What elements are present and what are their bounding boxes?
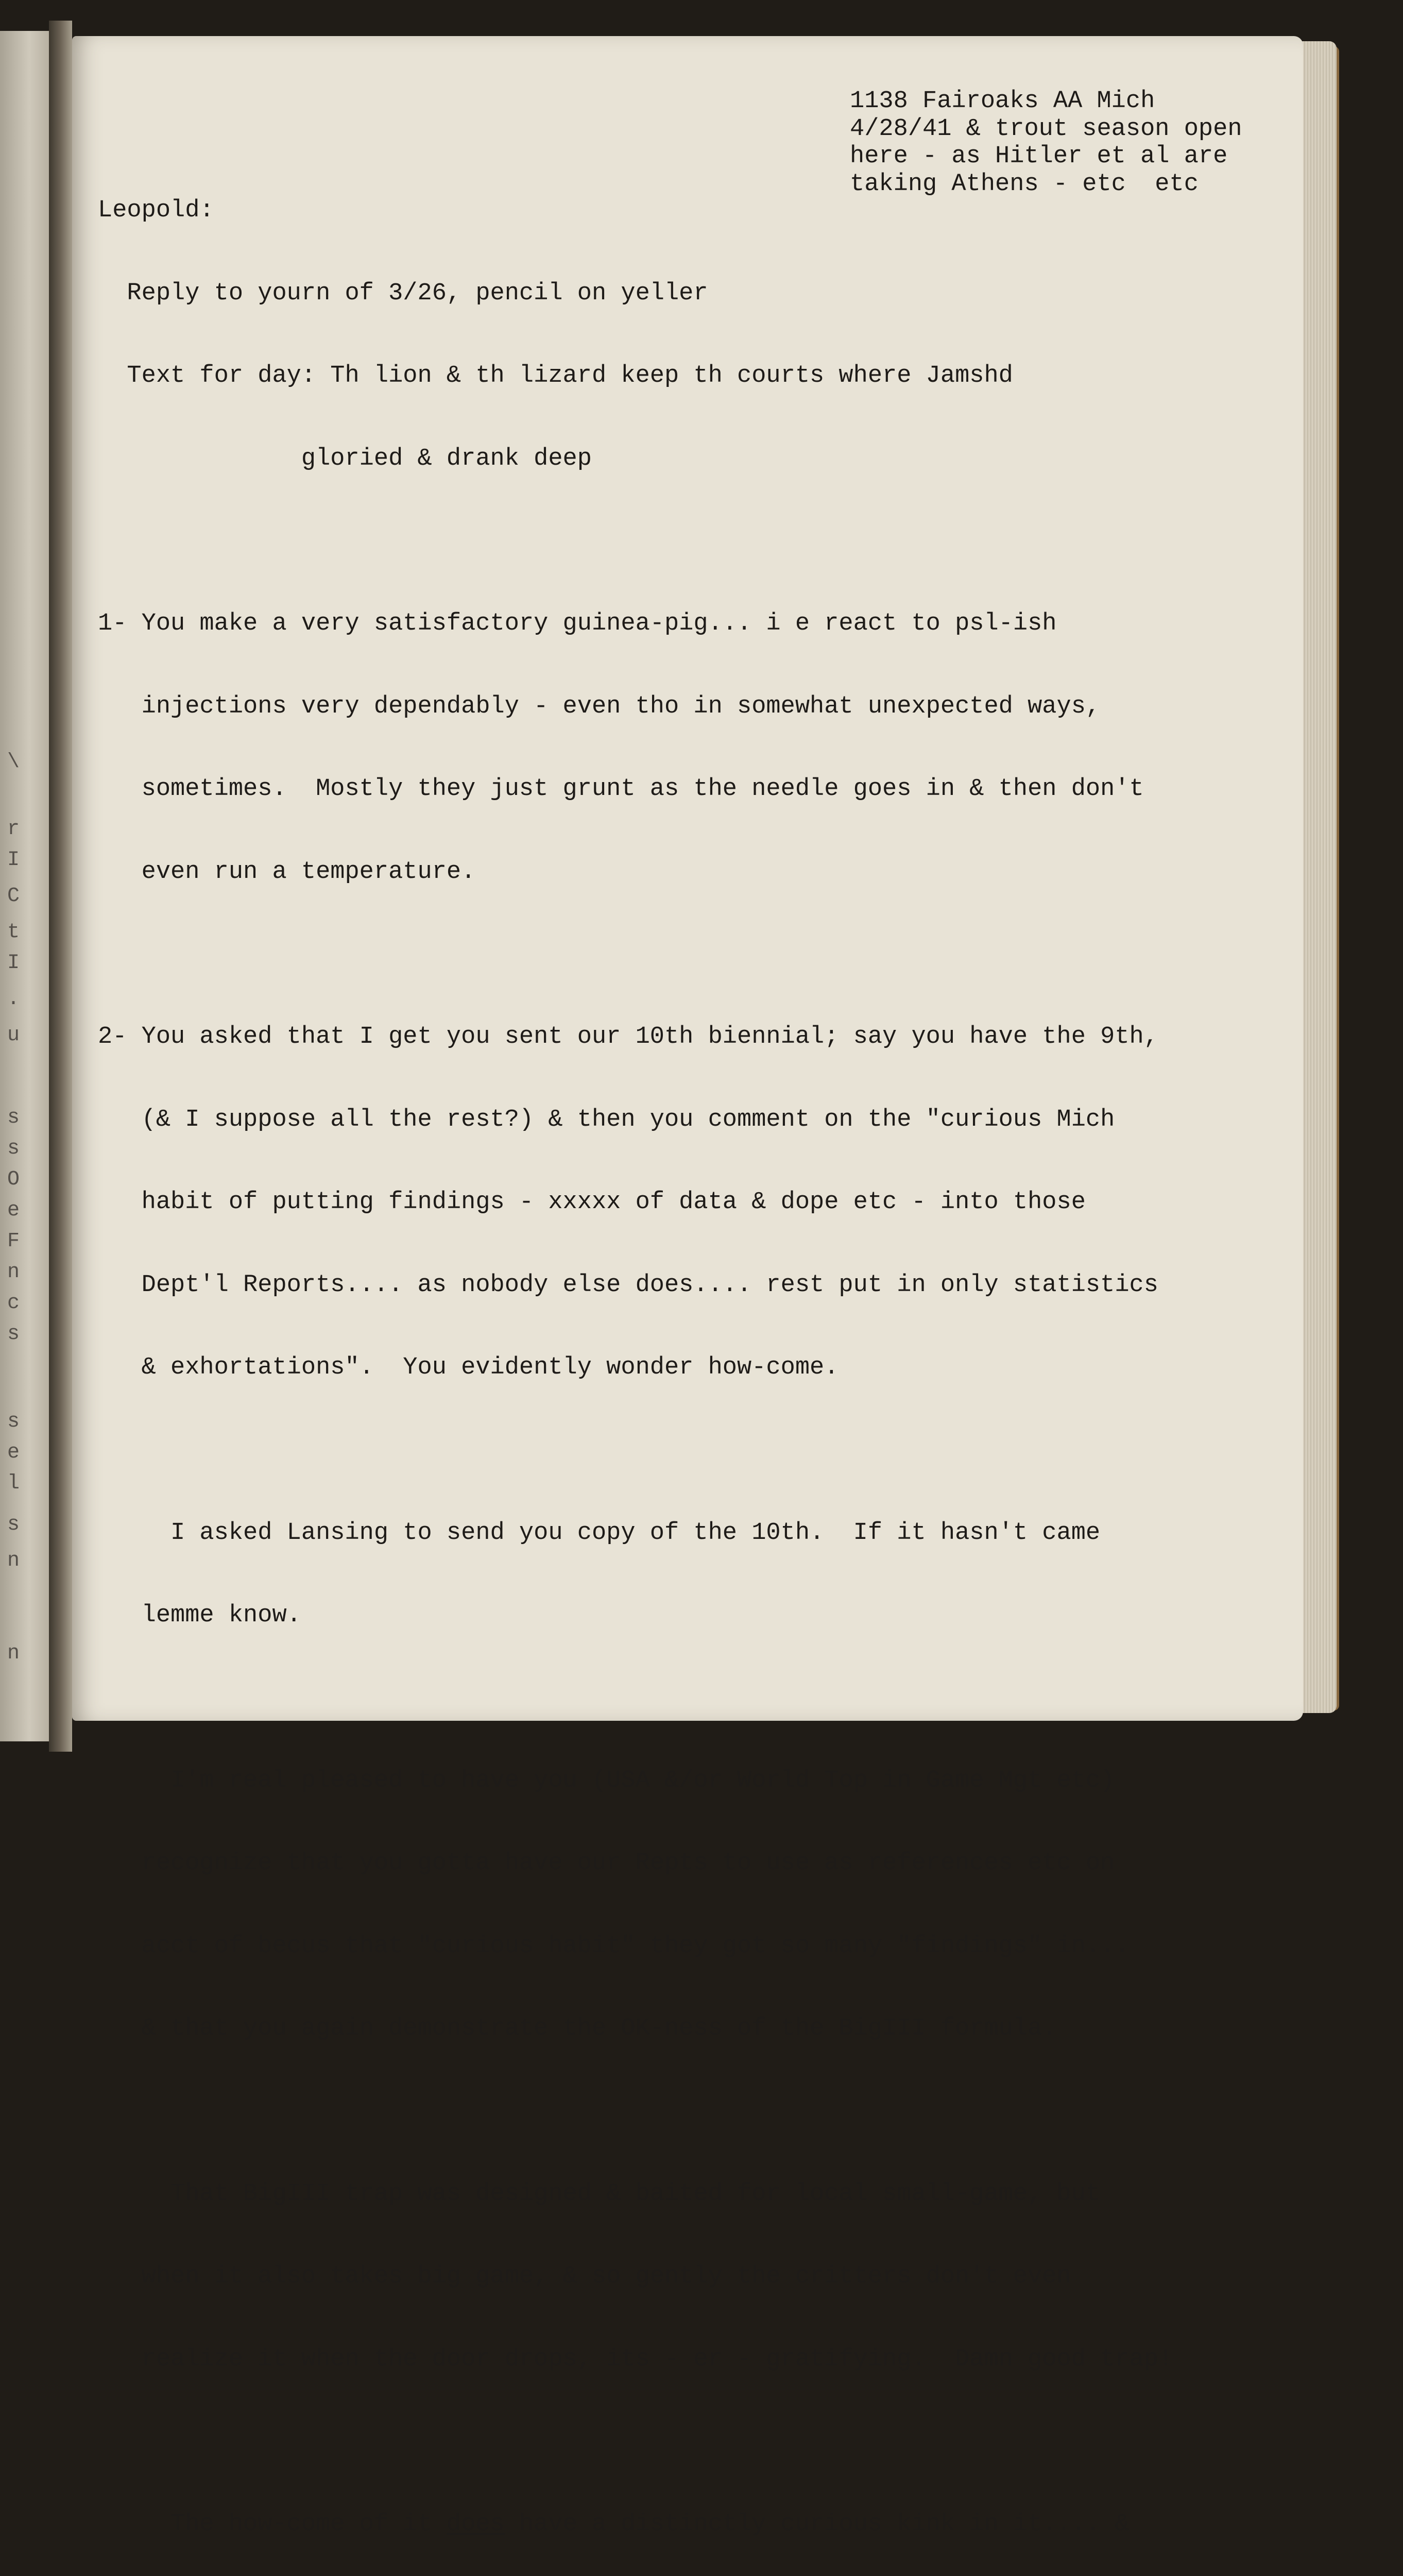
- left-page-mark: e: [7, 1199, 20, 1222]
- howcome-post: have a distinctly curious kink in it.... &: [504, 2511, 1130, 2538]
- howcome-pre: The how-come of it: [98, 2511, 447, 2538]
- left-page-mark: n: [7, 1261, 20, 1284]
- item-1-line: 1- You make a very satisfactory guinea-pig... i e react to psl-ish: [98, 610, 1057, 637]
- left-page-mark: n: [7, 1642, 20, 1665]
- item-2-line: & exhortations". You evidently wonder how-come.: [98, 1354, 839, 1381]
- left-page-mark: s: [7, 1106, 20, 1129]
- left-page-mark: s: [7, 1410, 20, 1433]
- item-2-line: (& I suppose all the rest?) & then you comment on the "curious Mich: [98, 1106, 1115, 1133]
- intro-line: gloried & drank deep: [98, 445, 592, 472]
- item-1-line: even run a temperature.: [98, 858, 476, 886]
- left-page-mark: u: [7, 1024, 20, 1047]
- left-page-mark: s: [7, 1323, 20, 1346]
- address-line: 1138 Fairoaks AA Mich: [850, 88, 1155, 115]
- left-page-edge: [0, 31, 49, 1741]
- lansing-para-line: I asked Lansing to send you copy of the 10th. If it hasn't came: [98, 1519, 1101, 1547]
- left-page-mark: l: [7, 1472, 20, 1495]
- salutation: Leopold:: [98, 197, 214, 224]
- underlined-word: does: [446, 2511, 505, 2538]
- trap-para-line: That BigIII trap was designed & baited for local small-game, but: [98, 2180, 1101, 2208]
- pleased-para-line: I'm real pleased to have you (USA &/or World Top in Game Mgt etc): [98, 1767, 1115, 1794]
- left-page-mark: O: [7, 1168, 20, 1191]
- howcome-para-first-line: [98, 2511, 1303, 2538]
- item-2-line: 2- You asked that I get you sent our 10th biennial; say you have the 9th,: [98, 1023, 1158, 1050]
- left-page-mark: s: [7, 1137, 20, 1160]
- address-line: taking Athens - etc etc: [850, 170, 1199, 198]
- address-line: here - as Hitler et al are: [850, 143, 1228, 170]
- left-page-mark: .: [7, 988, 20, 1011]
- left-page-mark: F: [7, 1230, 20, 1253]
- trap-para-line: when it also takes big game, & so gently the critters don't even: [98, 2263, 1071, 2290]
- left-page-mark: C: [7, 885, 20, 908]
- left-page-mark: n: [7, 1549, 20, 1572]
- left-page-mark: e: [7, 1441, 20, 1464]
- left-page-mark: c: [7, 1292, 20, 1315]
- trap-para-line: realize it when the door drops, its - er - gratifying. Damn good trap!: [98, 2345, 1173, 2373]
- book-gutter: [49, 21, 72, 1752]
- item-2-line: Dept'l Reports.... as nobody else does.... rest put in only statistics: [98, 1271, 1158, 1299]
- typed-letter-page: [72, 36, 1303, 2538]
- left-page-mark: I: [7, 952, 20, 975]
- address-line: 4/28/41 & trout season open: [850, 115, 1242, 143]
- left-page-mark: I: [7, 849, 20, 872]
- pleased-para-line: acct of becus that "curious habit" they got so many "findings" in...: [98, 1932, 1130, 1960]
- left-page-mark: \: [7, 751, 20, 774]
- pleased-para-line: recognize that you gotta have our Repts to use as references etc on: [98, 1850, 1115, 1877]
- item-1-line: sometimes. Mostly they just grunt as the needle goes in & then don't: [98, 775, 1144, 803]
- left-page-mark: r: [7, 818, 20, 841]
- left-page-mark: s: [7, 1513, 20, 1536]
- item-2-line: habit of putting findings - xxxxx of data & dope etc - into those: [98, 1189, 1086, 1216]
- left-page-mark: t: [7, 921, 20, 944]
- pleased-para-line: & that you again demonstrate the OK-ness of the BigIII formula.: [98, 2015, 1057, 2042]
- letter-body: [98, 142, 1303, 2576]
- item-1-line: injections very dependably - even tho in somewhat unexpected ways,: [98, 692, 1101, 720]
- intro-line: Text for day: Th lion & th lizard keep th courts where Jamshd: [98, 362, 1013, 389]
- intro-line: Reply to yourn of 3/26, pencil on yeller: [98, 279, 708, 307]
- lansing-para-line: lemme know.: [98, 1602, 301, 1629]
